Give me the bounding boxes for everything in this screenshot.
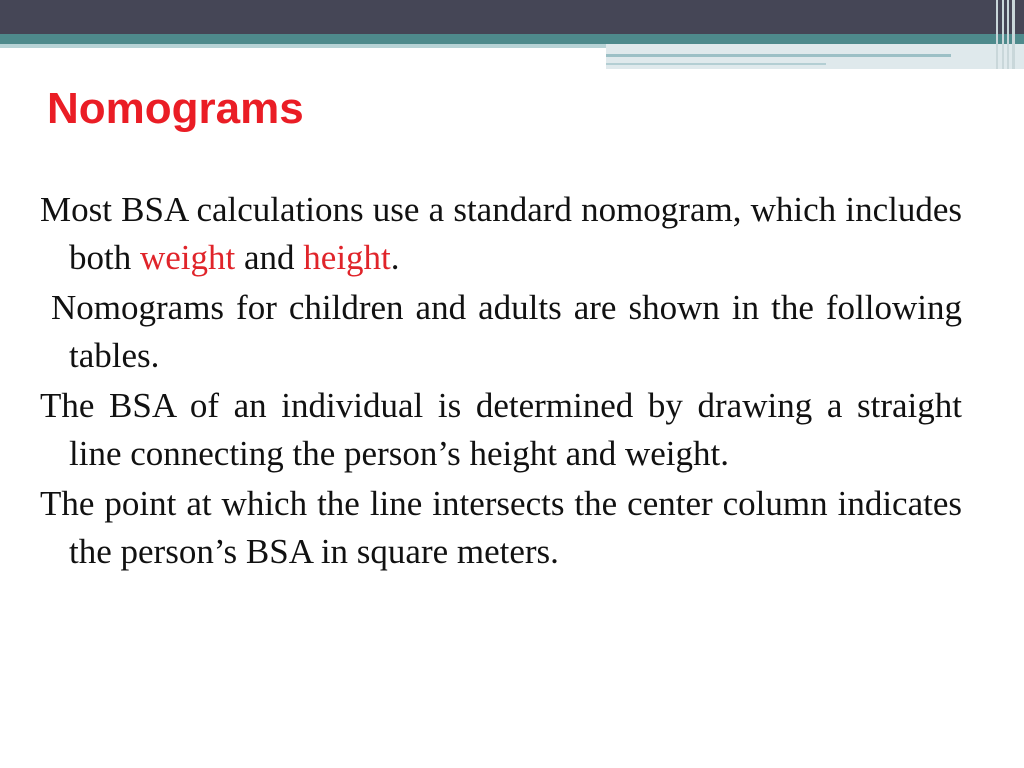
paragraph-bsa-drawing: The BSA of an individual is determined by drawing a straight line connecting the person’s height and weight. <box>40 386 962 473</box>
header-stripe <box>1002 0 1004 69</box>
highlight-height: height <box>303 238 391 277</box>
header-band-line <box>606 54 951 57</box>
slide-title: Nomograms <box>47 84 304 133</box>
header-dark-bar <box>0 0 1024 34</box>
paragraph-nomograms-tables: Nomograms for children and adults are shown in the following tables. <box>51 288 962 375</box>
highlight-weight: weight <box>139 238 236 277</box>
paragraph-text: Most BSA calculations use a standard nomogram, which includes both <box>40 190 962 277</box>
paragraph-text: and <box>235 238 304 277</box>
header-stripe <box>1012 0 1015 69</box>
paragraph-text: . <box>390 238 400 277</box>
paragraph-intersection: The point at which the line intersects the center column indicates the person’s BSA in square meters. <box>40 484 962 571</box>
paragraph-bsa-calculations <box>40 186 962 282</box>
header-teal-bar <box>0 34 1024 44</box>
header-band-line <box>606 63 826 65</box>
header-stripe <box>996 0 998 69</box>
header-light-line <box>0 44 610 48</box>
header-stripe <box>1007 0 1009 69</box>
slide-body <box>40 186 962 578</box>
header-stripes <box>992 0 1024 69</box>
